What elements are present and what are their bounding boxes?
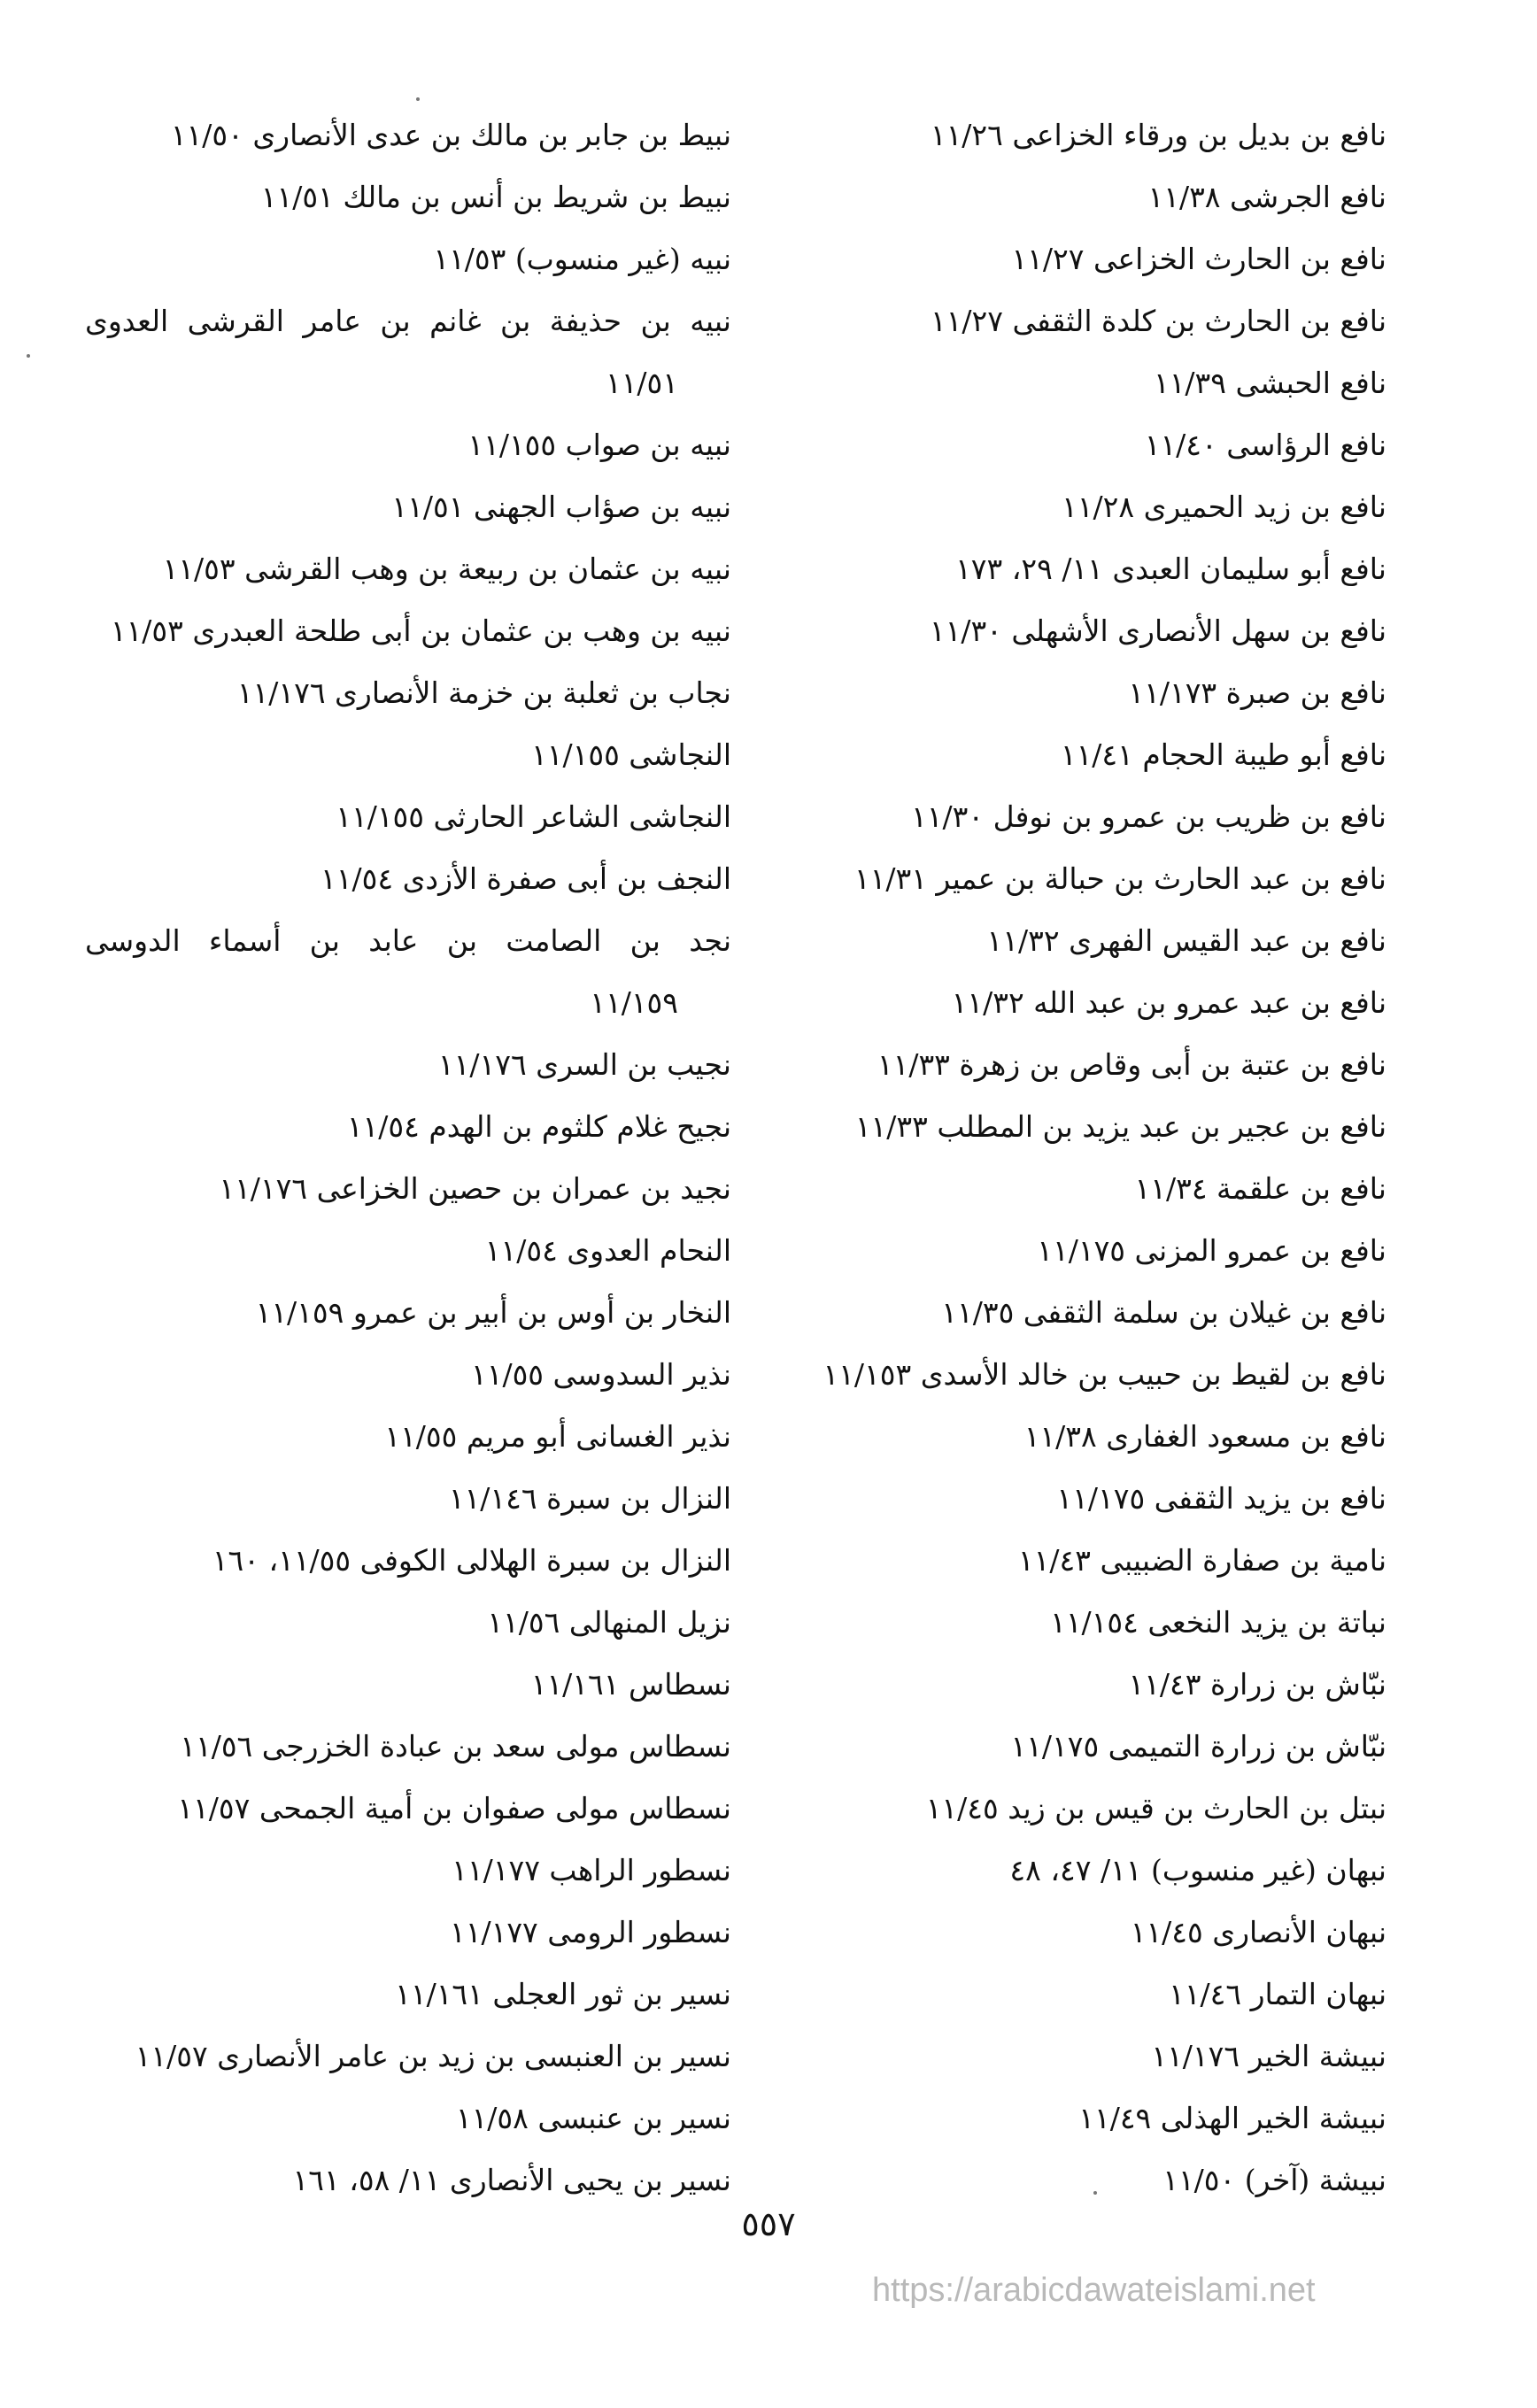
index-entry: نافع بن عبد عمرو بن عبد الله ١١/٣٢ xyxy=(951,985,1386,1020)
index-entry: نذير الغسانى أبو مريم ١١/٥٥ xyxy=(384,1419,731,1454)
index-entry: نافع بن عمرو المزنى ١١/١٧٥ xyxy=(1037,1233,1386,1268)
index-entry: نافع الجرشى ١١/٣٨ xyxy=(1147,180,1386,214)
index-column-left xyxy=(85,104,731,2211)
index-entry: نبيط بن جابر بن مالك بن عدى الأنصارى ١١/٥٠ xyxy=(170,118,731,152)
index-entry: نافع بن بديل بن ورقاء الخزاعى ١١/٢٦ xyxy=(930,118,1386,152)
index-entry: نبيه بن صواب ١١/١٥٥ xyxy=(467,428,731,462)
index-entry: نجيد بن عمران بن حصين الخزاعى ١١/١٧٦ xyxy=(219,1171,731,1206)
scan-speck xyxy=(416,97,420,101)
index-column-right xyxy=(749,104,1386,2211)
index-entry: نبيه (غير منسوب) ١١/٥٣ xyxy=(433,242,731,276)
index-entry: نافع بن عجير بن عبد يزيد بن المطلب ١١/٣٣ xyxy=(854,1109,1386,1144)
index-entry: نافع بن عتبة بن أبى وقاص بن زهرة ١١/٣٣ xyxy=(877,1047,1386,1082)
index-entry: نافع بن يزيد الثقفى ١١/١٧٥ xyxy=(1056,1481,1386,1516)
index-entry: نسير بن عنبسى ١١/٥٨ xyxy=(455,2101,731,2135)
index-entry: نبّاش بن زرارة ١١/٤٣ xyxy=(1128,1667,1386,1702)
index-entry: نبهان (غير منسوب) ١١/ ٤٧، ٤٨ xyxy=(1009,1853,1386,1887)
index-entry: نبيشة الخير الهذلى ١١/٤٩ xyxy=(1078,2101,1386,2135)
index-entry: نسطاس ١١/١٦١ xyxy=(530,1667,731,1702)
index-entry: نبيه بن وهب بن عثمان بن أبى طلحة العبدرى ١١/٥٣ xyxy=(110,614,731,648)
page-number: ٥٥٧ xyxy=(741,2204,796,2243)
index-entry: نافع بن علقمة ١١/٣٤ xyxy=(1134,1171,1386,1206)
index-entry: نافع بن لقيط بن حبيب بن خالد الأسدى ١١/١٥٣ xyxy=(823,1357,1386,1392)
index-entry: نسطور الرومى ١١/١٧٧ xyxy=(450,1915,731,1949)
index-entry: نبيط بن شريط بن أنس بن مالك ١١/٥١ xyxy=(260,180,731,214)
scan-speck xyxy=(27,354,30,358)
index-entry: نافع الرؤاسى ١١/٤٠ xyxy=(1144,428,1386,462)
index-entry: نجيح غلام كلثوم بن الهدم ١١/٥٤ xyxy=(346,1109,731,1144)
index-entry: النجف بن أبى صفرة الأزدى ١١/٥٤ xyxy=(321,861,731,896)
index-entry: النجاشى ١١/١٥٥ xyxy=(531,737,731,772)
index-entry: نافع بن الحارث بن كلدة الثقفى ١١/٢٧ xyxy=(930,304,1386,338)
index-entry: نافع بن مسعود الغفارى ١١/٣٨ xyxy=(1023,1419,1386,1454)
index-entry-continuation: ١١/٥١ xyxy=(605,366,678,400)
index-entry: نبّاش بن زرارة التميمى ١١/١٧٥ xyxy=(1010,1729,1386,1764)
index-entry: نافع بن زيد الحميرى ١١/٢٨ xyxy=(1062,490,1386,524)
index-entry: نافع بن عبد الحارث بن حبالة بن عمير ١١/٣١ xyxy=(853,861,1386,896)
index-entry-continuation: ١١/١٥٩ xyxy=(590,985,678,1020)
index-entry: نافع الحبشى ١١/٣٩ xyxy=(1153,366,1386,400)
index-entry: نباتة بن يزيد النخعى ١١/١٥٤ xyxy=(1050,1605,1386,1640)
index-entry: نبهان التمار ١١/٤٦ xyxy=(1169,1977,1386,2011)
index-entry: نافع بن عبد القيس الفهرى ١١/٣٢ xyxy=(986,923,1386,958)
index-entry: نامية بن صفارة الضبيبى ١١/٤٣ xyxy=(1017,1543,1386,1578)
index-entry: نسير بن يحيى الأنصارى ١١/ ٥٨، ١٦١ xyxy=(292,2163,731,2197)
index-entry: نافع بن ظريب بن عمرو بن نوفل ١١/٣٠ xyxy=(911,799,1386,834)
index-entry: نسطاس مولى صفوان بن أمية الجمحى ١١/٥٧ xyxy=(177,1791,731,1825)
index-entry: نافع أبو سليمان العبدى ١١/ ٢٩، ١٧٣ xyxy=(955,552,1386,586)
index-entry: نسطور الراهب ١١/١٧٧ xyxy=(452,1853,731,1887)
index-entry: نجاب بن ثعلبة بن خزمة الأنصارى ١١/١٧٦ xyxy=(236,675,731,710)
watermark-url: https://arabicdawateislami.net xyxy=(872,2272,1316,2309)
index-entry: النخار بن أوس بن أبير بن عمرو ١١/١٥٩ xyxy=(255,1295,731,1330)
index-entry: نجيب بن السرى ١١/١٧٦ xyxy=(437,1047,731,1082)
index-entry: النزال بن سبرة ١١/١٤٦ xyxy=(448,1481,731,1516)
index-entry: نافع بن غيلان بن سلمة الثقفى ١١/٣٥ xyxy=(941,1295,1386,1330)
index-entry: نافع بن سهل الأنصارى الأشهلى ١١/٣٠ xyxy=(929,614,1386,648)
scan-speck xyxy=(1093,2191,1097,2195)
index-entry: نافع أبو طيبة الحجام ١١/٤١ xyxy=(1060,737,1386,772)
index-entry: النزال بن سبرة الهلالى الكوفى ١١/٥٥، ١٦٠ xyxy=(212,1543,731,1578)
index-entry: النحام العدوى ١١/٥٤ xyxy=(484,1233,731,1268)
index-entry: نسير بن العنبسى بن زيد بن عامر الأنصارى ١١/٥٧ xyxy=(135,2039,731,2073)
index-entry: نجد بن الصامت بن عابد بن أسماء الدوسى xyxy=(85,923,731,958)
index-entry: نذير السدوسى ١١/٥٥ xyxy=(471,1357,731,1392)
index-entry: نبهان الأنصارى ١١/٤٥ xyxy=(1130,1915,1386,1949)
index-entry: نبتل بن الحارث بن قيس بن زيد ١١/٤٥ xyxy=(925,1791,1386,1825)
index-entry: نافع بن الحارث الخزاعى ١١/٢٧ xyxy=(1011,242,1386,276)
index-entry: نبيه بن صؤاب الجهنى ١١/٥١ xyxy=(391,490,731,524)
index-entry: نبيشة الخير ١١/١٧٦ xyxy=(1151,2039,1386,2073)
index-entry: نسير بن ثور العجلى ١١/١٦١ xyxy=(395,1977,731,2011)
index-entry: النجاشى الشاعر الحارثى ١١/١٥٥ xyxy=(336,799,731,834)
index-entry: نزيل المنهالى ١١/٥٦ xyxy=(487,1605,731,1640)
index-entry: نسطاس مولى سعد بن عبادة الخزرجى ١١/٥٦ xyxy=(180,1729,731,1764)
index-entry: نبيه بن عثمان بن ربيعة بن وهب القرشى ١١/٥٣ xyxy=(162,552,731,586)
index-entry: نافع بن صبرة ١١/١٧٣ xyxy=(1128,675,1386,710)
index-entry: نبيشة (آخر) ١١/٥٠ xyxy=(1162,2163,1386,2197)
index-entry: نبيه بن حذيفة بن غانم بن عامر القرشى العدوى xyxy=(85,304,731,338)
